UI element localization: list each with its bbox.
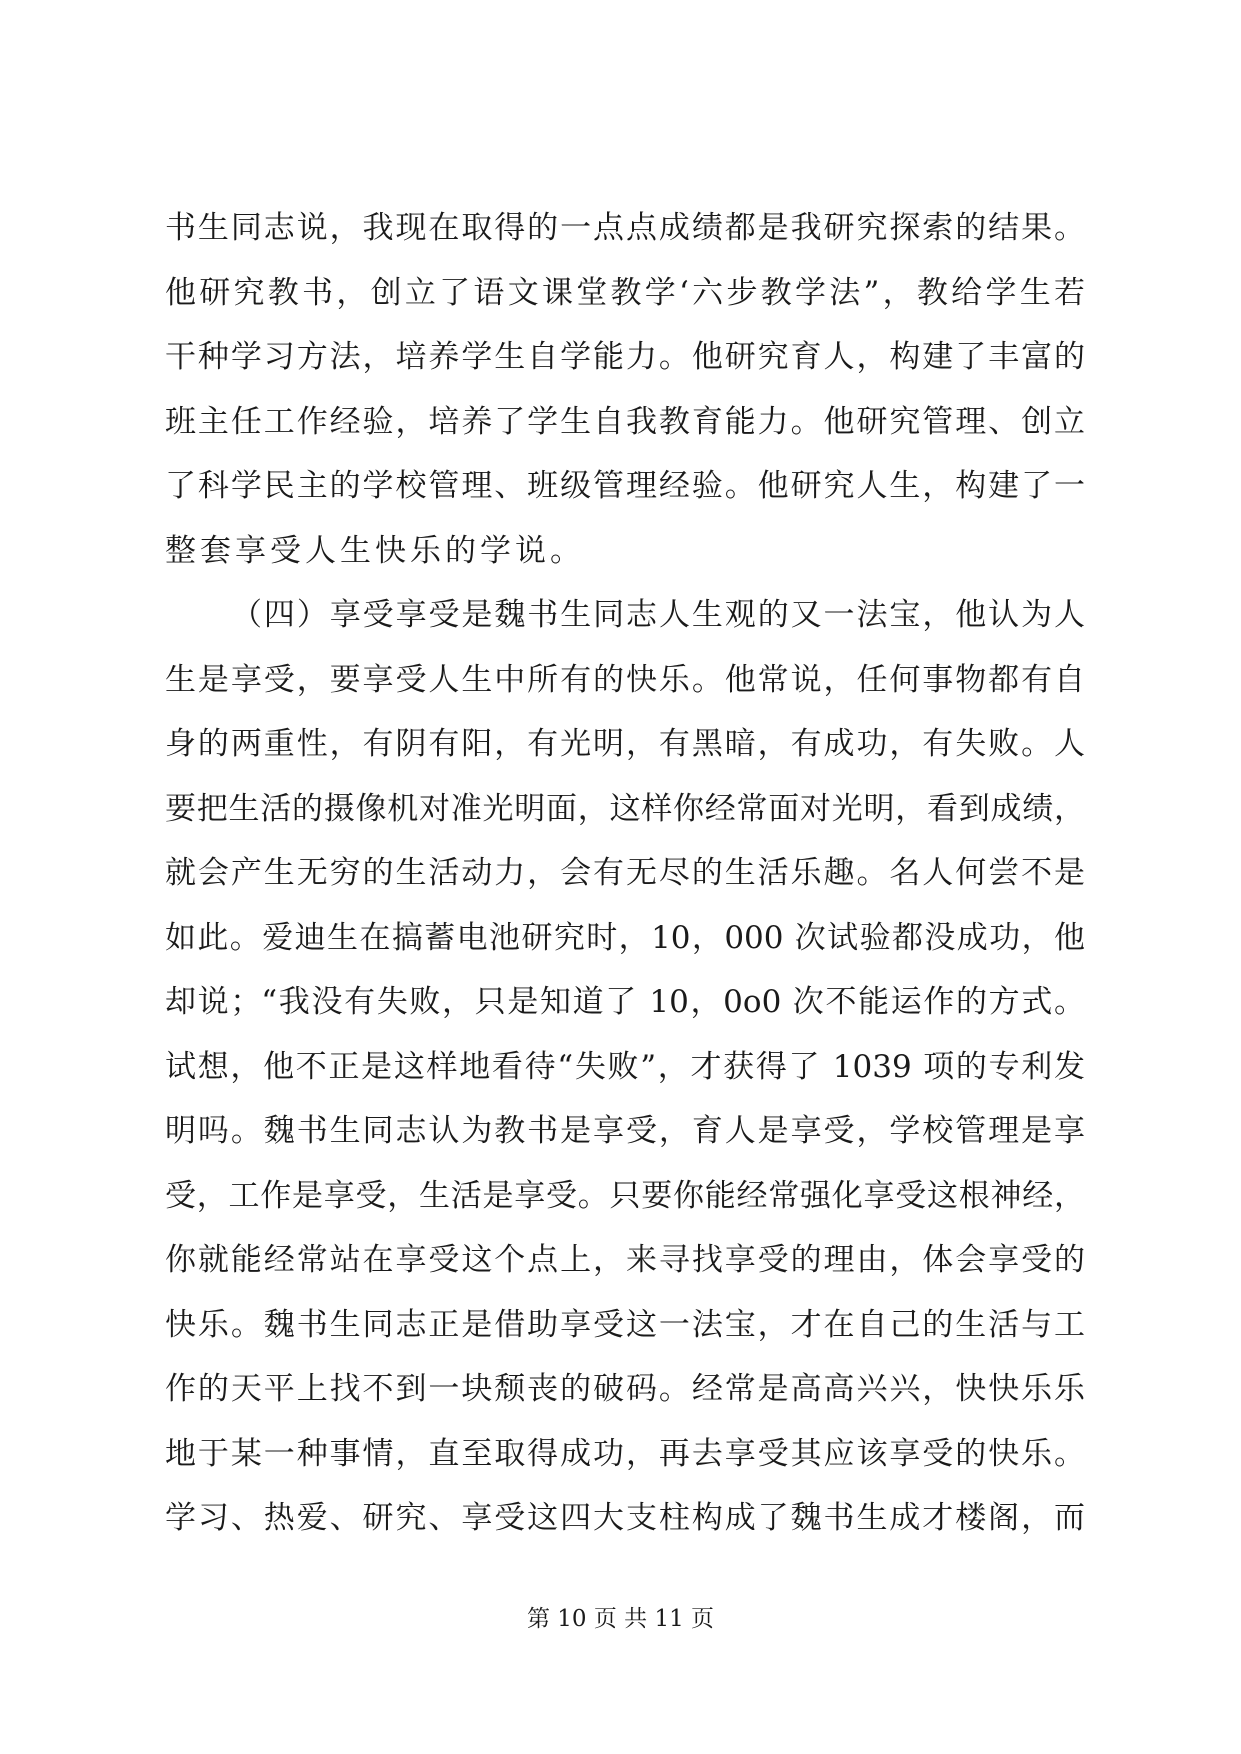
body-text [165,196,1085,1551]
text-line: 整套享受人生快乐的学说。 [165,532,585,569]
text-line: 受，工作是享受，生活是享受。只要你能经常强化享受这根神经， [165,1177,1085,1214]
text-line: 身的两重性，有阴有阳，有光明，有黑暗，有成功，有失败。人 [165,726,1085,762]
text-line: 地于某一种事情，直至取得成功，再去享受其应该享受的快乐。 [165,1435,1085,1472]
text-line: 明吗。魏书生同志认为教书是享受，育人是享受，学校管理是享 [165,1113,1085,1149]
text-line: 作的天平上找不到一块颓丧的破码。经常是高高兴兴，快快乐乐 [165,1371,1085,1407]
text-line: 干种学习方法，培养学生自学能力。他研究育人，构建了丰富的 [165,339,1085,375]
page-number-footer: 第 10 页 共 11 页 [526,1606,715,1632]
text-line: 班主任工作经验，培养了学生自我教育能力。他研究管理、创立 [165,403,1085,440]
text-line: 试想，他不正是这样地看待“失败”，才获得了 1039 项的专利发 [165,1048,1085,1085]
paragraph-start-line: （四）享受享受是魏书生同志人生观的又一法宝，他认为人 [231,597,1085,633]
text-line: 他研究教书，创立了语文课堂教学‘六步教学法”，教给学生若 [165,274,1085,311]
text-line: 生是享受，要享受人生中所有的快乐。他常说，任何事物都有自 [165,661,1085,698]
text-line: 你就能经常站在享受这个点上，来寻找享受的理由，体会享受的 [165,1242,1085,1278]
text-line: 了科学民主的学校管理、班级管理经验。他研究人生，构建了一 [165,468,1085,504]
text-line: 就会产生无穷的生活动力，会有无尽的生活乐趣。名人何尝不是 [165,855,1085,891]
text-line: 如此。爱迪生在搞蓄电池研究时，10，000 次试验都没成功，他 [165,919,1085,956]
text-line: 学习、热爱、研究、享受这四大支柱构成了魏书生成才楼阁，而 [165,1500,1085,1536]
text-line: 快乐。魏书生同志正是借助享受这一法宝，才在自己的生活与工 [165,1306,1085,1343]
text-line: 书生同志说，我现在取得的一点点成绩都是我研究探索的结果。 [165,210,1085,246]
text-line: 却说；“我没有失败，只是知道了 10，0o0 次不能运作的方式。 [165,984,1085,1020]
text-line: 要把生活的摄像机对准光明面，这样你经常面对光明，看到成绩， [165,790,1085,827]
